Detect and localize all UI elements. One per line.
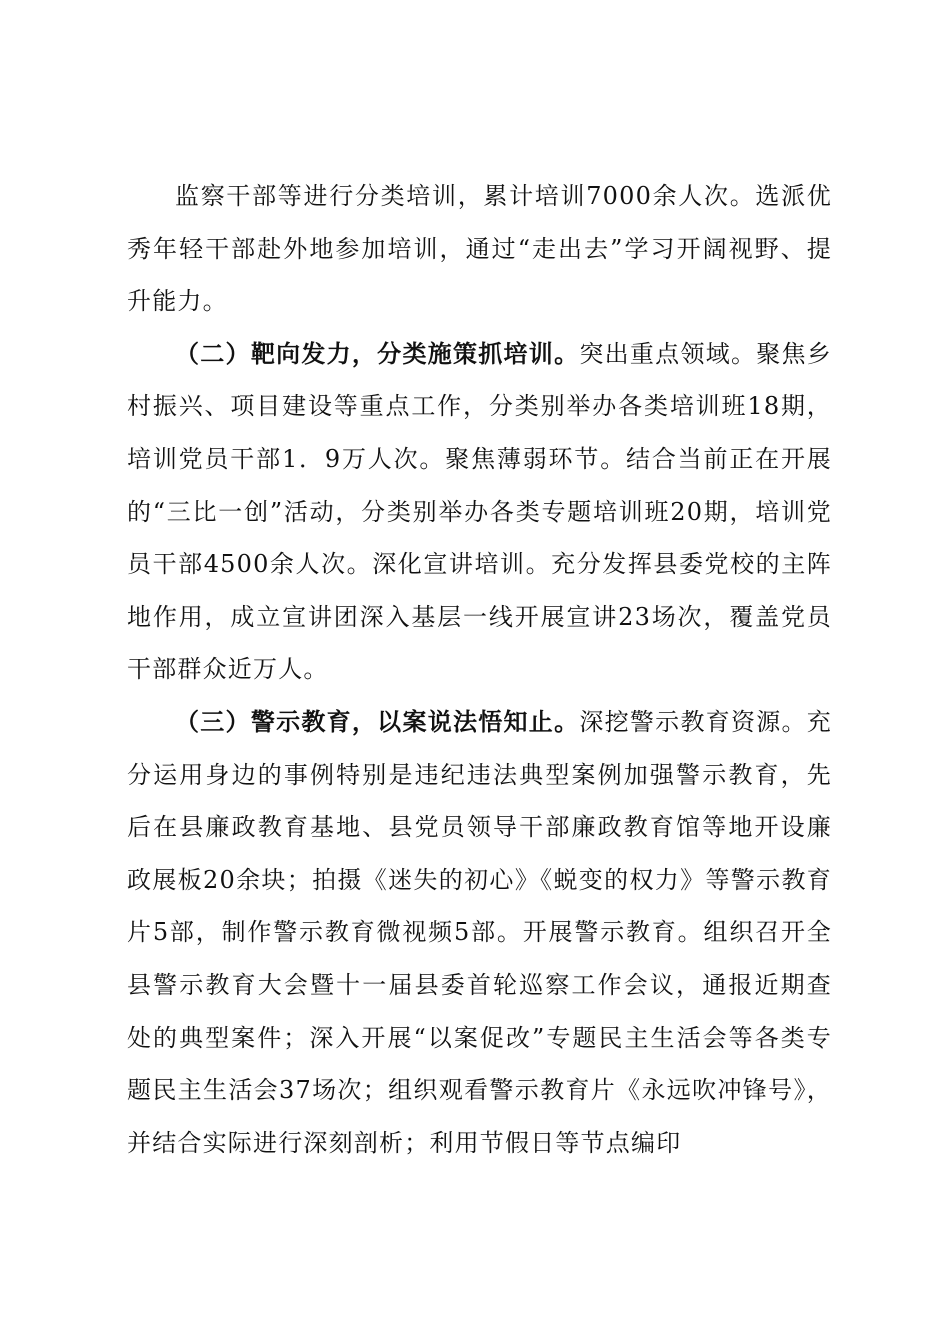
paragraph-3: [127, 696, 832, 1169]
section-2-heading: （二）靶向发力，分类施策抓培训。: [175, 338, 580, 368]
paragraph-2: [127, 328, 832, 696]
document-body: [127, 170, 832, 1169]
section-3-heading: （三）警示教育，以案说法悟知止。: [175, 706, 580, 736]
paragraph-2-text: 突出重点领域。聚焦乡村振兴、项目建设等重点工作，分类别举办各类培训班18期，培训党员干部1．9万人次。聚焦薄弱环节。结合当前正在开展的“三比一创”活动，分类别举办各类专题培训班20期，培训党员干部4500余人次。深化宣讲培训。充分发挥县委党校的主阵地作用，成立宣讲团深入基层一线开展宣讲23场次，覆盖党员干部群众近万人。: [127, 339, 833, 684]
paragraph-1: [127, 170, 832, 328]
paragraph-3-text: 深挖警示教育资源。充分运用身边的事例特别是违纪违法典型案例加强警示教育，先后在县廉政教育基地、县党员领导干部廉政教育馆等地开设廉政展板20余块；拍摄《迷失的初心》《蜕变的权力》等警示教育片5部，制作警示教育微视频5部。开展警示教育。组织召开全县警示教育大会暨十一届县委首轮巡察工作会议，通报近期查处的典型案件；深入开展“以案促改”专题民主生活会等各类专题民主生活会37场次；组织观看警示教育片《永远吹冲锋号》，并结合实际进行深刻剖析；利用节假日等节点编印: [127, 707, 833, 1157]
paragraph-1-text: 监察干部等进行分类培训，累计培训7000余人次。选派优秀年轻干部赴外地参加培训，通过“走出去”学习开阔视野、提升能力。: [127, 182, 832, 316]
